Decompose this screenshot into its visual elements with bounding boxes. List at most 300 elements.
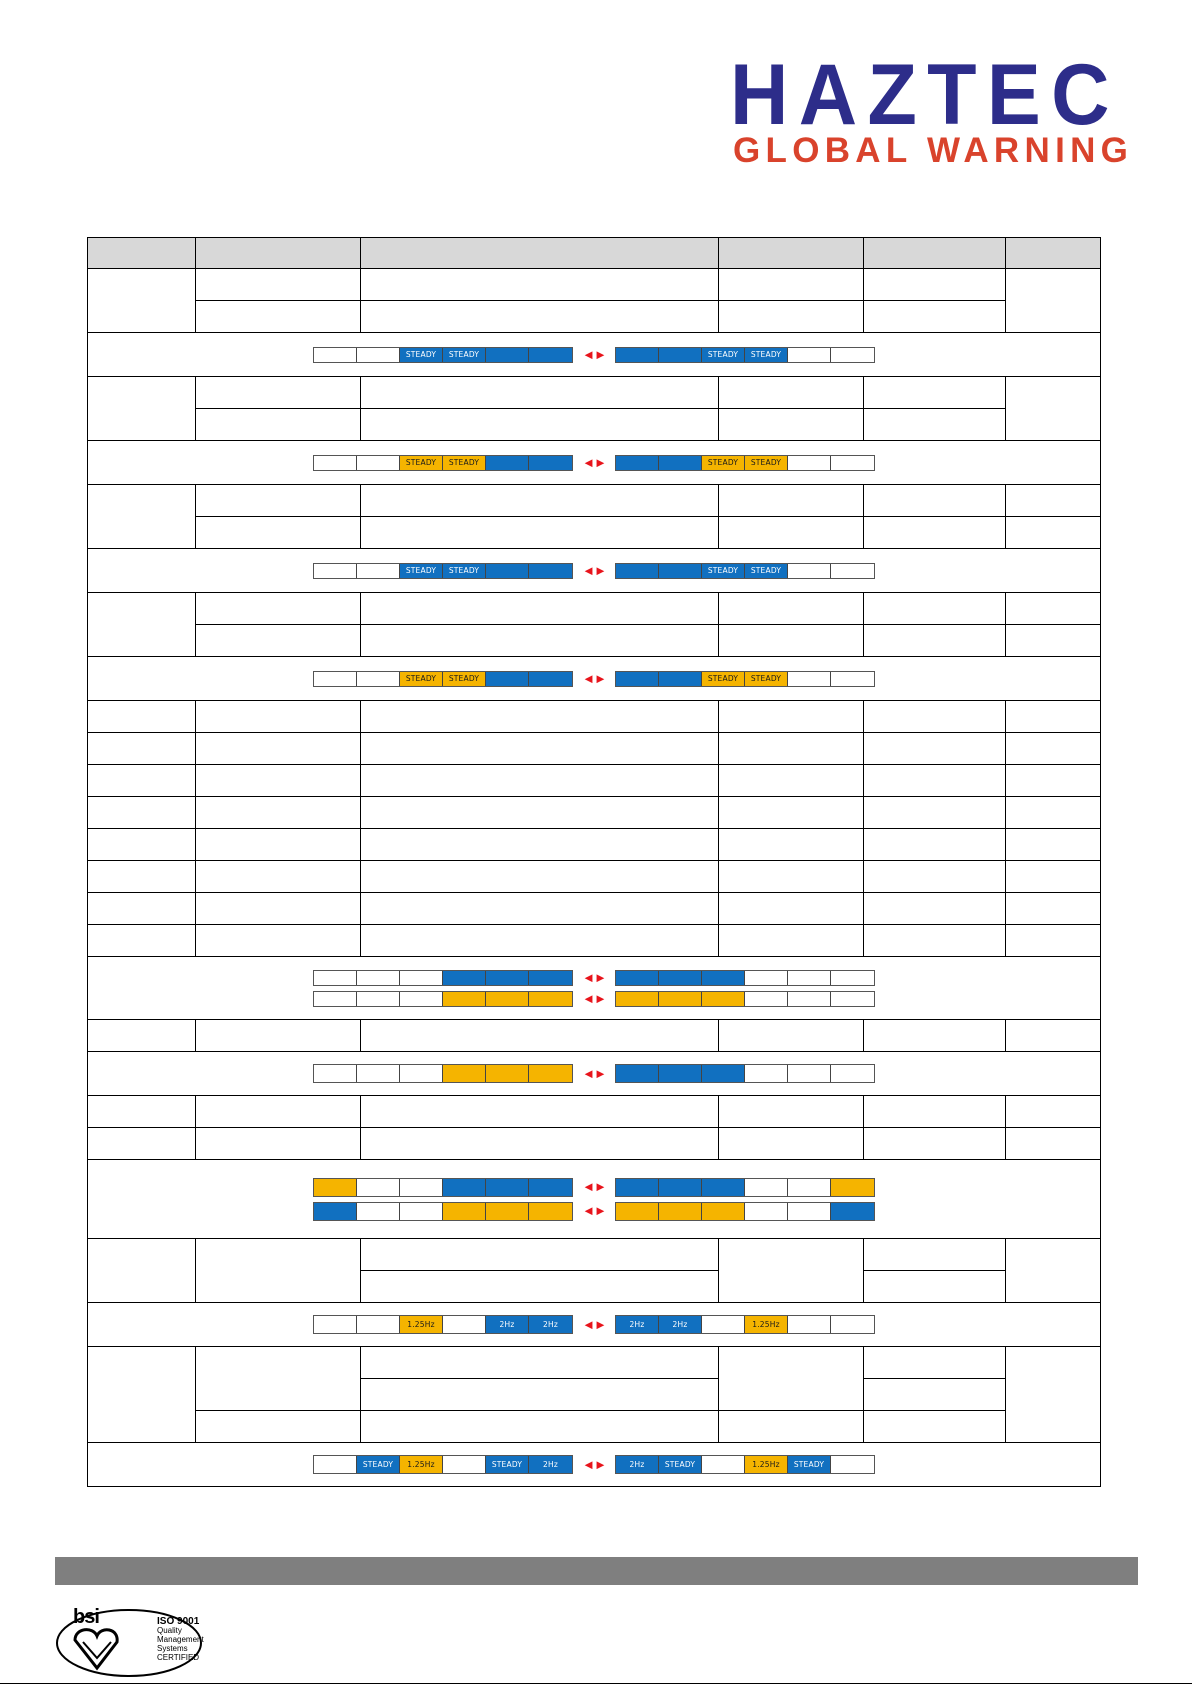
table-cell: [1006, 377, 1101, 441]
table-row: [88, 1411, 1101, 1443]
table-cell: [88, 957, 1101, 1020]
light-segment: [616, 1179, 659, 1196]
light-segment: STEADY: [659, 1456, 702, 1473]
table-cell: [88, 1128, 196, 1160]
table-cell: [719, 1239, 864, 1303]
table-cell: [361, 925, 719, 957]
table-cell: [864, 593, 1006, 625]
double-arrow-icon: ◄►: [582, 1456, 606, 1472]
light-segment: [400, 1179, 443, 1196]
table-cell: [88, 861, 196, 893]
table-row: [88, 301, 1101, 333]
pattern-row: [88, 657, 1101, 701]
table-cell: [196, 1411, 361, 1443]
double-arrow-icon: ◄►: [582, 1203, 606, 1218]
light-segment: 1.25Hz: [745, 1456, 788, 1473]
light-segment: [788, 564, 831, 578]
light-segment: [831, 456, 874, 470]
table-cell: [196, 797, 361, 829]
table-cell: [88, 1020, 196, 1052]
light-segment: [616, 456, 659, 470]
light-segment: [529, 1203, 572, 1220]
light-bar-pattern: [88, 1178, 1100, 1197]
table-cell: [719, 925, 864, 957]
table-cell: [361, 409, 719, 441]
table-cell: [1006, 1096, 1101, 1128]
table-row: [88, 593, 1101, 625]
light-segment: 2Hz: [616, 1316, 659, 1333]
table-cell: [864, 1347, 1006, 1379]
light-segment: STEADY: [788, 1456, 831, 1473]
light-segment: [486, 992, 529, 1006]
light-segment: 2Hz: [529, 1456, 572, 1473]
table-cell: [361, 301, 719, 333]
table-cell: [864, 625, 1006, 657]
table-cell: [1006, 701, 1101, 733]
table-row: [88, 1347, 1101, 1379]
logo-global-warning-text: GLOBAL WARNING: [733, 131, 1134, 170]
table-cell: [361, 377, 719, 409]
table-cell: [1006, 1128, 1101, 1160]
table-cell: [361, 733, 719, 765]
table-cell: [361, 238, 719, 269]
table-cell: [864, 701, 1006, 733]
table-cell: [88, 441, 1101, 485]
table-cell: [864, 925, 1006, 957]
light-segment: STEADY: [745, 456, 788, 470]
light-segment: 1.25Hz: [400, 1316, 443, 1333]
light-segment: [314, 1179, 357, 1196]
light-segment: [400, 971, 443, 985]
light-segment: [486, 1179, 529, 1196]
light-segment: [357, 992, 400, 1006]
light-segment: [788, 348, 831, 362]
table-cell: [361, 829, 719, 861]
light-segment: [659, 456, 702, 470]
light-bar-pattern: [313, 347, 875, 363]
table-cell: [196, 701, 361, 733]
light-segment: [357, 672, 400, 686]
table-cell: [88, 829, 196, 861]
table-cell: [196, 1096, 361, 1128]
table-cell: [196, 377, 361, 409]
table-cell: [719, 893, 864, 925]
table-row: [88, 861, 1101, 893]
table-cell: [196, 861, 361, 893]
light-segment: [486, 672, 529, 686]
double-arrow-icon: ◄►: [582, 1065, 606, 1081]
light-segment: [443, 1203, 486, 1220]
light-segment: [486, 564, 529, 578]
light-segment: [357, 564, 400, 578]
bottom-rule: [0, 1683, 1192, 1684]
light-segment: [702, 1179, 745, 1196]
light-segment: STEADY: [486, 1456, 529, 1473]
light-segment: 2Hz: [486, 1316, 529, 1333]
light-segment: [702, 992, 745, 1006]
light-segment: STEADY: [745, 564, 788, 578]
light-segment: [616, 348, 659, 362]
table-cell: [1006, 485, 1101, 517]
light-segment: [702, 1456, 745, 1473]
table-cell: [361, 625, 719, 657]
light-segment: [788, 672, 831, 686]
light-segment: [745, 1179, 788, 1196]
table-cell: [88, 925, 196, 957]
light-segment: [831, 971, 874, 985]
light-segment: [314, 456, 357, 470]
pattern-row: [88, 441, 1101, 485]
table-cell: [1006, 733, 1101, 765]
light-segment: [831, 1203, 874, 1220]
table-row: [88, 1020, 1101, 1052]
table-cell: [361, 1020, 719, 1052]
light-segment: [529, 672, 572, 686]
table-cell: [88, 1347, 196, 1443]
table-cell: [196, 238, 361, 269]
table-cell: [88, 1443, 1101, 1487]
table-cell: [864, 238, 1006, 269]
table-cell: [1006, 1020, 1101, 1052]
table-cell: [1006, 238, 1101, 269]
table-cell: [361, 1239, 719, 1271]
light-segment: [486, 1203, 529, 1220]
light-segment: [616, 992, 659, 1006]
light-segment: [357, 1179, 400, 1196]
light-segment: [443, 992, 486, 1006]
light-segment: [443, 1065, 486, 1082]
table-cell: [88, 333, 1101, 377]
light-segment: [659, 672, 702, 686]
light-segment: STEADY: [400, 564, 443, 578]
table-cell: [864, 765, 1006, 797]
table-cell: [196, 301, 361, 333]
light-segment: STEADY: [443, 564, 486, 578]
light-segment: [788, 1179, 831, 1196]
table-cell: [88, 733, 196, 765]
table-row: [88, 701, 1101, 733]
light-segment: [616, 1203, 659, 1220]
table-cell: [361, 701, 719, 733]
light-segment: STEADY: [400, 348, 443, 362]
light-segment: [788, 456, 831, 470]
table-cell: [719, 1020, 864, 1052]
table-cell: [719, 829, 864, 861]
table-cell: [864, 733, 1006, 765]
light-segment: STEADY: [400, 672, 443, 686]
light-segment: [745, 1203, 788, 1220]
light-segment: [659, 992, 702, 1006]
table-row: [88, 1096, 1101, 1128]
table-cell: [361, 593, 719, 625]
light-segment: [529, 1065, 572, 1082]
light-segment: [314, 1065, 357, 1082]
table-cell: [1006, 925, 1101, 957]
light-bar-pattern: [88, 970, 1100, 986]
light-segment: [788, 1065, 831, 1082]
table-cell: [719, 301, 864, 333]
light-segment: [400, 1065, 443, 1082]
table-cell: [361, 1379, 719, 1411]
table-cell: [196, 733, 361, 765]
table-cell: [361, 517, 719, 549]
table-cell: [1006, 829, 1101, 861]
table-row: [88, 1128, 1101, 1160]
table-row: [88, 269, 1101, 301]
pattern-row: [88, 1160, 1101, 1239]
light-segment: [486, 1065, 529, 1082]
table-cell: [88, 1160, 1101, 1239]
table-cell: [196, 517, 361, 549]
table-cell: [719, 377, 864, 409]
table-cell: [361, 485, 719, 517]
table-cell: [1006, 269, 1101, 333]
light-segment: [831, 992, 874, 1006]
light-segment: [314, 1316, 357, 1333]
light-segment: [788, 1203, 831, 1220]
table-cell: [864, 1379, 1006, 1411]
table-cell: [88, 377, 196, 441]
table-cell: [864, 409, 1006, 441]
light-bar-pattern: [313, 455, 875, 471]
light-bar-pattern: [313, 1064, 875, 1083]
table-cell: [196, 829, 361, 861]
table-cell: [719, 701, 864, 733]
pattern-row: [88, 333, 1101, 377]
table-cell: [719, 797, 864, 829]
table-cell: [719, 409, 864, 441]
table-cell: [361, 1128, 719, 1160]
light-bar-pattern: [88, 991, 1100, 1007]
table-cell: [196, 625, 361, 657]
light-segment: STEADY: [745, 348, 788, 362]
table-cell: [864, 485, 1006, 517]
light-bar-pattern: [313, 563, 875, 579]
light-bar-pattern: [313, 1315, 875, 1334]
light-segment: [702, 1203, 745, 1220]
table-cell: [719, 517, 864, 549]
table-cell: [88, 593, 196, 657]
table-row: [88, 1239, 1101, 1271]
table-cell: [361, 1411, 719, 1443]
table-cell: [88, 238, 196, 269]
light-bar-pattern: [313, 671, 875, 687]
light-segment: [616, 672, 659, 686]
table-cell: [196, 1347, 361, 1411]
light-segment: [314, 992, 357, 1006]
table-cell: [864, 1239, 1006, 1271]
light-segment: [659, 348, 702, 362]
light-segment: [788, 971, 831, 985]
table-cell: [361, 269, 719, 301]
light-segment: [529, 348, 572, 362]
table-cell: [88, 1052, 1101, 1096]
table-cell: [88, 1096, 196, 1128]
bsi-mark-text: bsi: [73, 1606, 99, 1628]
bsi-text: ISO 9001 Quality Management Systems CERTIFIED: [157, 1616, 204, 1662]
table-row: [88, 625, 1101, 657]
light-segment: [659, 1065, 702, 1082]
light-segment: [314, 1456, 357, 1473]
table-cell: [864, 1411, 1006, 1443]
table-cell: [88, 1239, 196, 1303]
table-cell: [361, 893, 719, 925]
light-segment: [831, 1065, 874, 1082]
table-row: [88, 517, 1101, 549]
light-segment: STEADY: [745, 672, 788, 686]
pattern-row: [88, 1303, 1101, 1347]
table-cell: [196, 893, 361, 925]
table-cell: [864, 377, 1006, 409]
table-cell: [196, 269, 361, 301]
light-segment: STEADY: [702, 564, 745, 578]
table-row: [88, 925, 1101, 957]
light-segment: [486, 456, 529, 470]
table-cell: [1006, 765, 1101, 797]
table-row: [88, 765, 1101, 797]
light-segment: STEADY: [357, 1456, 400, 1473]
table-row: [88, 485, 1101, 517]
double-arrow-icon: ◄►: [582, 990, 606, 1006]
light-segment: [529, 992, 572, 1006]
light-segment: [745, 971, 788, 985]
table-cell: [88, 549, 1101, 593]
light-segment: STEADY: [400, 456, 443, 470]
table-cell: [196, 485, 361, 517]
table-cell: [88, 269, 196, 333]
double-arrow-icon: ◄►: [582, 562, 606, 578]
light-segment: [529, 1179, 572, 1196]
light-segment: [314, 1203, 357, 1220]
light-segment: [529, 564, 572, 578]
light-segment: [831, 348, 874, 362]
table-cell: [864, 1020, 1006, 1052]
table-cell: [88, 1303, 1101, 1347]
table-cell: [196, 409, 361, 441]
table-cell: [88, 657, 1101, 701]
light-segment: [702, 971, 745, 985]
table-cell: [1006, 1239, 1101, 1303]
footer-band: [55, 1557, 1138, 1585]
table-cell: [196, 1020, 361, 1052]
table-cell: [1006, 861, 1101, 893]
table-cell: [719, 1096, 864, 1128]
table-cell: [361, 765, 719, 797]
light-segment: STEADY: [702, 672, 745, 686]
light-segment: 1.25Hz: [745, 1316, 788, 1333]
double-arrow-icon: ◄►: [582, 454, 606, 470]
light-segment: [314, 971, 357, 985]
table-cell: [88, 765, 196, 797]
light-segment: [831, 564, 874, 578]
table-cell: [196, 1239, 361, 1303]
table-cell: [1006, 593, 1101, 625]
light-segment: [443, 1316, 486, 1333]
light-segment: [357, 456, 400, 470]
light-segment: STEADY: [443, 672, 486, 686]
light-segment: [831, 672, 874, 686]
light-segment: [788, 992, 831, 1006]
table-cell: [864, 797, 1006, 829]
light-segment: [529, 971, 572, 985]
table-cell: [864, 1271, 1006, 1303]
table-header-row: [88, 238, 1101, 269]
table-cell: [88, 893, 196, 925]
table-cell: [361, 797, 719, 829]
double-arrow-icon: ◄►: [582, 1316, 606, 1332]
table-row: [88, 733, 1101, 765]
table-cell: [864, 893, 1006, 925]
light-segment: [745, 1065, 788, 1082]
table-cell: [361, 861, 719, 893]
haztec-logo: [730, 47, 1134, 172]
light-segment: 1.25Hz: [400, 1456, 443, 1473]
table-cell: [719, 593, 864, 625]
light-segment: [831, 1179, 874, 1196]
table-cell: [719, 1128, 864, 1160]
table-cell: [1006, 625, 1101, 657]
table-cell: [88, 701, 196, 733]
light-segment: [659, 564, 702, 578]
double-arrow-icon: ◄►: [582, 670, 606, 686]
table-cell: [719, 765, 864, 797]
light-segment: STEADY: [443, 348, 486, 362]
light-segment: [314, 672, 357, 686]
table-cell: [719, 238, 864, 269]
table-cell: [196, 1128, 361, 1160]
light-segment: [788, 1316, 831, 1333]
light-segment: [443, 1179, 486, 1196]
light-segment: [616, 1065, 659, 1082]
light-segment: 2Hz: [529, 1316, 572, 1333]
light-pattern-table: [87, 237, 1100, 1487]
table-row: [88, 377, 1101, 409]
table-cell: [864, 1128, 1006, 1160]
light-segment: [357, 1316, 400, 1333]
light-segment: [659, 1203, 702, 1220]
double-arrow-icon: ◄►: [582, 1179, 606, 1194]
light-segment: STEADY: [702, 456, 745, 470]
pattern-row: [88, 549, 1101, 593]
light-segment: [616, 564, 659, 578]
table-cell: [88, 797, 196, 829]
light-bar-pattern: [88, 1202, 1100, 1221]
pattern-row: [88, 957, 1101, 1020]
table-cell: [88, 485, 196, 549]
table-cell: [196, 593, 361, 625]
table-cell: [719, 861, 864, 893]
light-segment: [831, 1456, 874, 1473]
table-cell: [864, 1096, 1006, 1128]
light-segment: [443, 1456, 486, 1473]
table-cell: [1006, 1347, 1101, 1443]
light-segment: [529, 456, 572, 470]
light-segment: [400, 1203, 443, 1220]
light-segment: [745, 992, 788, 1006]
light-segment: [314, 564, 357, 578]
light-segment: [831, 1316, 874, 1333]
table-cell: [864, 861, 1006, 893]
light-segment: [616, 971, 659, 985]
light-segment: [357, 1065, 400, 1082]
table-row: [88, 409, 1101, 441]
double-arrow-icon: ◄►: [582, 346, 606, 362]
table-row: [88, 797, 1101, 829]
table-row: [88, 893, 1101, 925]
light-segment: [357, 971, 400, 985]
light-segment: [486, 971, 529, 985]
table-cell: [864, 269, 1006, 301]
